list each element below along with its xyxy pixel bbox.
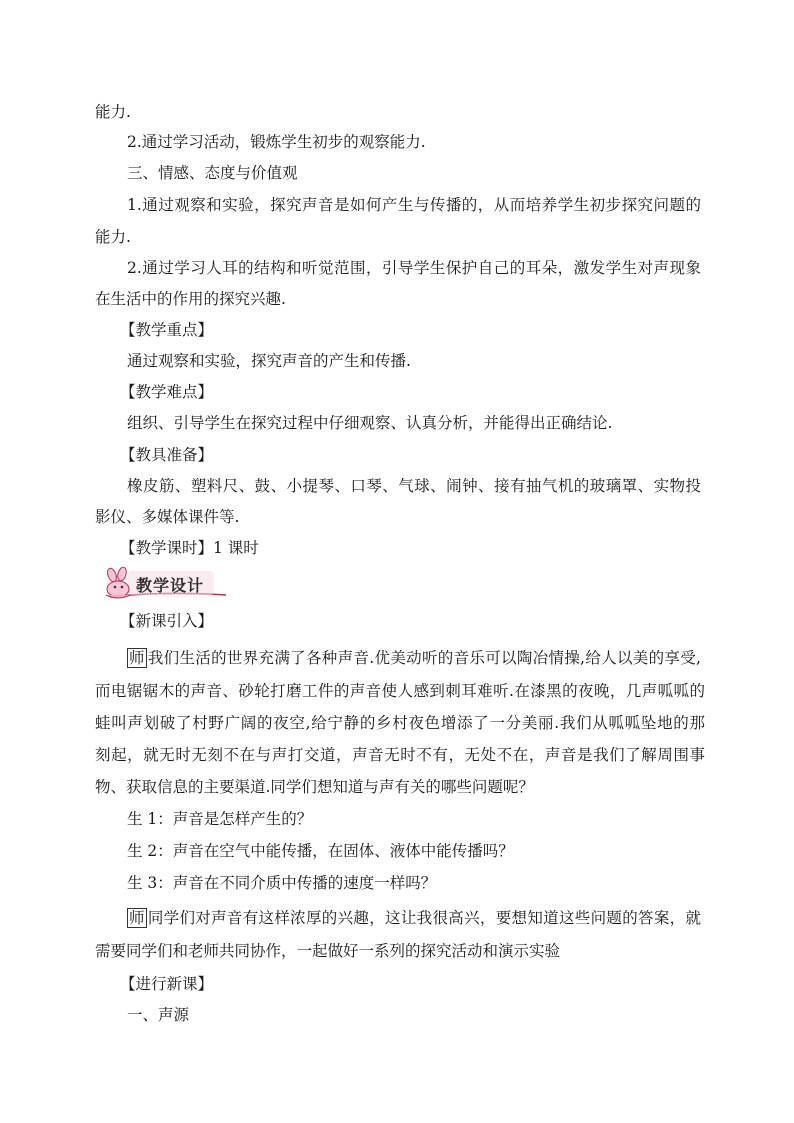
section-heading: 【教学难点】	[120, 383, 214, 401]
section-heading: 【进行新课】	[120, 975, 214, 993]
paragraph-line	[127, 647, 701, 669]
paragraph-line: 组织、引导学生在探究过程中仔细观察、认真分析，并能得出正确结论.	[127, 414, 613, 432]
paragraph-line: 物、获取信息的主要渠道.同学们想知道与声有关的哪些问题呢？	[95, 778, 534, 796]
paragraph-line: 2.通过学习活动，锻炼学生初步的观察能力.	[127, 133, 426, 151]
teacher-mark: 师	[129, 909, 145, 927]
paragraph-line	[127, 907, 701, 929]
student-line: 生 3：声音在不同介质中传播的速度一样吗？	[127, 874, 437, 892]
paragraph-line: 需要同学们和老师共同协作，一起做好一系列的探究活动和演示实验	[95, 942, 561, 960]
banner-title: 教学设计	[136, 576, 205, 595]
student-line: 生 1：声音是怎样产生的？	[127, 810, 313, 828]
section-heading: 三、情感、态度与价值观	[127, 164, 298, 182]
paragraph-line: 1.通过观察和实验，探究声音是如何产生与传播的，从而培养学生初步探究问题的	[127, 196, 701, 214]
paragraph-text: 同学们对声音有这样浓厚的兴趣，这让我很高兴，要想知道这些问题的答案，就	[147, 909, 701, 927]
paragraph-line: 能力.	[95, 228, 131, 246]
paragraph-line: 橡皮筋、塑料尺、鼓、小提琴、口琴、气球、闹钟、接有抽气机的玻璃罩、实物投	[127, 477, 701, 495]
paragraph-line: 能力.	[95, 103, 131, 121]
paragraph-line: 在生活中的作用的探究兴趣.	[95, 290, 286, 308]
teacher-mark: 师	[129, 649, 145, 667]
section-heading: 【新课引入】	[120, 612, 214, 630]
section-heading: 一、声源	[127, 1006, 190, 1024]
paragraph-line: 刻起，就无时无刻不在与声打交道，声音无时不有，无处不在，声音是我们了解周围事	[95, 746, 705, 764]
paragraph-line: 【教学课时】1 课时	[120, 539, 259, 557]
section-heading: 【教具准备】	[120, 446, 214, 464]
paragraph-line: 影仪、多媒体课件等.	[95, 508, 240, 526]
student-line: 生 2：声音在空气中能传播，在固体、液体中能传播吗？	[127, 842, 514, 860]
paragraph-line: 蛙叫声划破了村野广阔的夜空,给宁静的乡村夜色增添了一分美丽.我们从呱呱坠地的那	[95, 714, 705, 732]
paragraph-text: 我们生活的世界充满了各种声音.优美动听的音乐可以陶冶情操,给人以美的享受,	[147, 649, 701, 667]
section-banner	[100, 567, 230, 603]
paragraph-line: 2.通过学习人耳的结构和听觉范围，引导学生保护自己的耳朵，激发学生对声现象	[127, 259, 701, 277]
section-heading: 【教学重点】	[120, 321, 214, 339]
cartoon-mascot-icon	[100, 567, 140, 603]
paragraph-line: 通过观察和实验，探究声音的产生和传播.	[127, 352, 411, 370]
paragraph-line: 而电锯锯木的声音、砂轮打磨工件的声音使人感到刺耳难听.在漆黑的夜晚，几声呱呱的	[95, 682, 705, 700]
